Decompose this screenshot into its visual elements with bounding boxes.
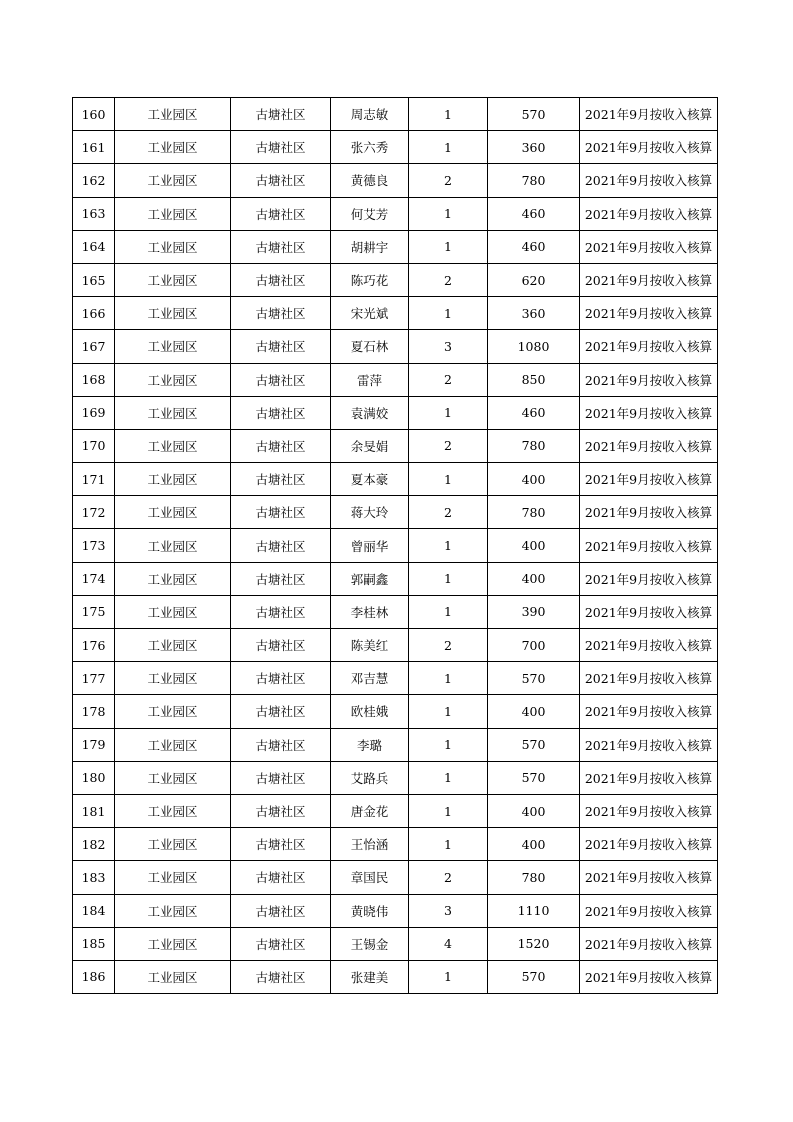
cell-district: 工业园区 bbox=[115, 230, 231, 263]
cell-district: 工业园区 bbox=[115, 629, 231, 662]
cell-district: 工业园区 bbox=[115, 297, 231, 330]
table-row bbox=[73, 629, 718, 662]
cell-household-size: 2 bbox=[409, 164, 488, 197]
cell-amount: 400 bbox=[488, 562, 580, 595]
cell-serial-number: 174 bbox=[73, 562, 115, 595]
cell-name: 王锡金 bbox=[331, 927, 409, 960]
cell-name: 黄德良 bbox=[331, 164, 409, 197]
cell-district: 工业园区 bbox=[115, 429, 231, 462]
cell-household-size: 2 bbox=[409, 496, 488, 529]
cell-note: 2021年9月按收入核算 bbox=[580, 695, 718, 728]
cell-amount: 780 bbox=[488, 861, 580, 894]
cell-note: 2021年9月按收入核算 bbox=[580, 396, 718, 429]
cell-household-size: 1 bbox=[409, 595, 488, 628]
cell-name: 黄晓伟 bbox=[331, 894, 409, 927]
cell-note: 2021年9月按收入核算 bbox=[580, 960, 718, 993]
cell-serial-number: 177 bbox=[73, 662, 115, 695]
cell-household-size: 1 bbox=[409, 197, 488, 230]
cell-name: 张六秀 bbox=[331, 131, 409, 164]
cell-note: 2021年9月按收入核算 bbox=[580, 297, 718, 330]
cell-district: 工业园区 bbox=[115, 396, 231, 429]
cell-community: 古塘社区 bbox=[231, 562, 331, 595]
cell-amount: 570 bbox=[488, 728, 580, 761]
cell-community: 古塘社区 bbox=[231, 230, 331, 263]
table-row bbox=[73, 496, 718, 529]
cell-amount: 360 bbox=[488, 297, 580, 330]
cell-serial-number: 181 bbox=[73, 794, 115, 827]
table-row bbox=[73, 828, 718, 861]
cell-community: 古塘社区 bbox=[231, 197, 331, 230]
cell-district: 工业园区 bbox=[115, 794, 231, 827]
cell-district: 工业园区 bbox=[115, 330, 231, 363]
table-row bbox=[73, 98, 718, 131]
table-row bbox=[73, 960, 718, 993]
cell-district: 工业园区 bbox=[115, 595, 231, 628]
cell-district: 工业园区 bbox=[115, 562, 231, 595]
cell-district: 工业园区 bbox=[115, 98, 231, 131]
table-row bbox=[73, 197, 718, 230]
cell-serial-number: 168 bbox=[73, 363, 115, 396]
cell-name: 夏石林 bbox=[331, 330, 409, 363]
cell-note: 2021年9月按收入核算 bbox=[580, 330, 718, 363]
cell-name: 宋光斌 bbox=[331, 297, 409, 330]
cell-name: 章国民 bbox=[331, 861, 409, 894]
table-body bbox=[73, 98, 718, 994]
cell-note: 2021年9月按收入核算 bbox=[580, 794, 718, 827]
cell-serial-number: 170 bbox=[73, 429, 115, 462]
cell-note: 2021年9月按收入核算 bbox=[580, 927, 718, 960]
table-row bbox=[73, 429, 718, 462]
cell-serial-number: 182 bbox=[73, 828, 115, 861]
table-row bbox=[73, 463, 718, 496]
table-row bbox=[73, 894, 718, 927]
cell-note: 2021年9月按收入核算 bbox=[580, 828, 718, 861]
cell-community: 古塘社区 bbox=[231, 794, 331, 827]
cell-name: 郭嗣鑫 bbox=[331, 562, 409, 595]
cell-community: 古塘社区 bbox=[231, 828, 331, 861]
cell-note: 2021年9月按收入核算 bbox=[580, 363, 718, 396]
cell-household-size: 1 bbox=[409, 728, 488, 761]
cell-note: 2021年9月按收入核算 bbox=[580, 164, 718, 197]
cell-note: 2021年9月按收入核算 bbox=[580, 629, 718, 662]
cell-serial-number: 164 bbox=[73, 230, 115, 263]
cell-amount: 1080 bbox=[488, 330, 580, 363]
cell-household-size: 2 bbox=[409, 629, 488, 662]
cell-note: 2021年9月按收入核算 bbox=[580, 861, 718, 894]
cell-household-size: 1 bbox=[409, 662, 488, 695]
cell-serial-number: 169 bbox=[73, 396, 115, 429]
cell-serial-number: 166 bbox=[73, 297, 115, 330]
cell-serial-number: 160 bbox=[73, 98, 115, 131]
cell-household-size: 1 bbox=[409, 463, 488, 496]
cell-amount: 400 bbox=[488, 529, 580, 562]
cell-community: 古塘社区 bbox=[231, 297, 331, 330]
table-row bbox=[73, 861, 718, 894]
cell-note: 2021年9月按收入核算 bbox=[580, 562, 718, 595]
cell-amount: 700 bbox=[488, 629, 580, 662]
cell-household-size: 1 bbox=[409, 297, 488, 330]
cell-household-size: 1 bbox=[409, 98, 488, 131]
cell-district: 工业园区 bbox=[115, 927, 231, 960]
cell-district: 工业园区 bbox=[115, 662, 231, 695]
cell-community: 古塘社区 bbox=[231, 894, 331, 927]
cell-name: 何艾芳 bbox=[331, 197, 409, 230]
cell-name: 袁满姣 bbox=[331, 396, 409, 429]
cell-note: 2021年9月按收入核算 bbox=[580, 894, 718, 927]
cell-household-size: 1 bbox=[409, 794, 488, 827]
cell-household-size: 1 bbox=[409, 695, 488, 728]
cell-district: 工业园区 bbox=[115, 728, 231, 761]
cell-note: 2021年9月按收入核算 bbox=[580, 230, 718, 263]
cell-community: 古塘社区 bbox=[231, 695, 331, 728]
cell-serial-number: 175 bbox=[73, 595, 115, 628]
cell-amount: 400 bbox=[488, 828, 580, 861]
cell-serial-number: 176 bbox=[73, 629, 115, 662]
cell-serial-number: 162 bbox=[73, 164, 115, 197]
cell-name: 陈美红 bbox=[331, 629, 409, 662]
cell-community: 古塘社区 bbox=[231, 98, 331, 131]
cell-community: 古塘社区 bbox=[231, 728, 331, 761]
table-row bbox=[73, 728, 718, 761]
cell-community: 古塘社区 bbox=[231, 330, 331, 363]
cell-district: 工业园区 bbox=[115, 363, 231, 396]
cell-community: 古塘社区 bbox=[231, 164, 331, 197]
cell-note: 2021年9月按收入核算 bbox=[580, 197, 718, 230]
cell-note: 2021年9月按收入核算 bbox=[580, 761, 718, 794]
cell-amount: 460 bbox=[488, 230, 580, 263]
cell-district: 工业园区 bbox=[115, 197, 231, 230]
cell-household-size: 2 bbox=[409, 363, 488, 396]
cell-amount: 780 bbox=[488, 496, 580, 529]
cell-note: 2021年9月按收入核算 bbox=[580, 728, 718, 761]
cell-name: 艾路兵 bbox=[331, 761, 409, 794]
cell-household-size: 1 bbox=[409, 960, 488, 993]
cell-name: 陈巧花 bbox=[331, 263, 409, 296]
cell-name: 蒋大玲 bbox=[331, 496, 409, 529]
cell-district: 工业园区 bbox=[115, 263, 231, 296]
cell-household-size: 1 bbox=[409, 396, 488, 429]
cell-name: 曾丽华 bbox=[331, 529, 409, 562]
cell-amount: 460 bbox=[488, 396, 580, 429]
cell-serial-number: 172 bbox=[73, 496, 115, 529]
cell-serial-number: 161 bbox=[73, 131, 115, 164]
table-row bbox=[73, 662, 718, 695]
cell-serial-number: 178 bbox=[73, 695, 115, 728]
cell-household-size: 1 bbox=[409, 230, 488, 263]
cell-name: 李桂林 bbox=[331, 595, 409, 628]
cell-community: 古塘社区 bbox=[231, 662, 331, 695]
cell-serial-number: 167 bbox=[73, 330, 115, 363]
cell-amount: 360 bbox=[488, 131, 580, 164]
cell-community: 古塘社区 bbox=[231, 761, 331, 794]
cell-amount: 570 bbox=[488, 662, 580, 695]
cell-serial-number: 184 bbox=[73, 894, 115, 927]
cell-community: 古塘社区 bbox=[231, 861, 331, 894]
cell-note: 2021年9月按收入核算 bbox=[580, 263, 718, 296]
cell-name: 张建美 bbox=[331, 960, 409, 993]
cell-amount: 400 bbox=[488, 695, 580, 728]
cell-amount: 400 bbox=[488, 463, 580, 496]
cell-household-size: 3 bbox=[409, 330, 488, 363]
cell-community: 古塘社区 bbox=[231, 595, 331, 628]
cell-community: 古塘社区 bbox=[231, 960, 331, 993]
cell-name: 唐金花 bbox=[331, 794, 409, 827]
cell-household-size: 4 bbox=[409, 927, 488, 960]
table-row bbox=[73, 263, 718, 296]
cell-amount: 780 bbox=[488, 429, 580, 462]
cell-amount: 390 bbox=[488, 595, 580, 628]
table-row bbox=[73, 164, 718, 197]
cell-community: 古塘社区 bbox=[231, 629, 331, 662]
table-row bbox=[73, 396, 718, 429]
cell-household-size: 1 bbox=[409, 562, 488, 595]
cell-note: 2021年9月按收入核算 bbox=[580, 98, 718, 131]
cell-district: 工业园区 bbox=[115, 894, 231, 927]
cell-serial-number: 180 bbox=[73, 761, 115, 794]
cell-household-size: 1 bbox=[409, 529, 488, 562]
cell-district: 工业园区 bbox=[115, 761, 231, 794]
allowance-table bbox=[72, 97, 718, 994]
cell-district: 工业园区 bbox=[115, 131, 231, 164]
cell-name: 周志敏 bbox=[331, 98, 409, 131]
cell-district: 工业园区 bbox=[115, 828, 231, 861]
cell-amount: 570 bbox=[488, 98, 580, 131]
cell-household-size: 3 bbox=[409, 894, 488, 927]
cell-note: 2021年9月按收入核算 bbox=[580, 463, 718, 496]
cell-serial-number: 183 bbox=[73, 861, 115, 894]
table-row bbox=[73, 595, 718, 628]
cell-name: 邓吉慧 bbox=[331, 662, 409, 695]
cell-name: 夏本豪 bbox=[331, 463, 409, 496]
cell-community: 古塘社区 bbox=[231, 529, 331, 562]
cell-household-size: 2 bbox=[409, 861, 488, 894]
cell-note: 2021年9月按收入核算 bbox=[580, 529, 718, 562]
cell-amount: 1110 bbox=[488, 894, 580, 927]
cell-name: 胡耕宇 bbox=[331, 230, 409, 263]
cell-district: 工业园区 bbox=[115, 463, 231, 496]
cell-amount: 780 bbox=[488, 164, 580, 197]
cell-district: 工业园区 bbox=[115, 861, 231, 894]
table-row bbox=[73, 131, 718, 164]
table-row bbox=[73, 761, 718, 794]
cell-community: 古塘社区 bbox=[231, 463, 331, 496]
cell-serial-number: 165 bbox=[73, 263, 115, 296]
cell-household-size: 1 bbox=[409, 761, 488, 794]
cell-household-size: 1 bbox=[409, 131, 488, 164]
table-row bbox=[73, 230, 718, 263]
table-row bbox=[73, 562, 718, 595]
cell-district: 工业园区 bbox=[115, 960, 231, 993]
cell-district: 工业园区 bbox=[115, 695, 231, 728]
table-row bbox=[73, 297, 718, 330]
cell-note: 2021年9月按收入核算 bbox=[580, 131, 718, 164]
cell-district: 工业园区 bbox=[115, 164, 231, 197]
cell-serial-number: 179 bbox=[73, 728, 115, 761]
cell-district: 工业园区 bbox=[115, 496, 231, 529]
table-row bbox=[73, 794, 718, 827]
cell-amount: 850 bbox=[488, 363, 580, 396]
cell-serial-number: 163 bbox=[73, 197, 115, 230]
cell-amount: 460 bbox=[488, 197, 580, 230]
cell-name: 欧桂娥 bbox=[331, 695, 409, 728]
cell-serial-number: 171 bbox=[73, 463, 115, 496]
cell-note: 2021年9月按收入核算 bbox=[580, 429, 718, 462]
table-row bbox=[73, 529, 718, 562]
cell-community: 古塘社区 bbox=[231, 131, 331, 164]
cell-amount: 1520 bbox=[488, 927, 580, 960]
cell-community: 古塘社区 bbox=[231, 396, 331, 429]
cell-community: 古塘社区 bbox=[231, 429, 331, 462]
cell-serial-number: 173 bbox=[73, 529, 115, 562]
cell-note: 2021年9月按收入核算 bbox=[580, 662, 718, 695]
table-row bbox=[73, 330, 718, 363]
cell-name: 李璐 bbox=[331, 728, 409, 761]
cell-amount: 620 bbox=[488, 263, 580, 296]
cell-district: 工业园区 bbox=[115, 529, 231, 562]
cell-community: 古塘社区 bbox=[231, 263, 331, 296]
table-row bbox=[73, 695, 718, 728]
cell-community: 古塘社区 bbox=[231, 496, 331, 529]
cell-community: 古塘社区 bbox=[231, 363, 331, 396]
cell-community: 古塘社区 bbox=[231, 927, 331, 960]
cell-household-size: 2 bbox=[409, 263, 488, 296]
cell-amount: 570 bbox=[488, 960, 580, 993]
cell-serial-number: 186 bbox=[73, 960, 115, 993]
table-row bbox=[73, 363, 718, 396]
cell-amount: 400 bbox=[488, 794, 580, 827]
cell-note: 2021年9月按收入核算 bbox=[580, 595, 718, 628]
cell-serial-number: 185 bbox=[73, 927, 115, 960]
cell-note: 2021年9月按收入核算 bbox=[580, 496, 718, 529]
cell-name: 余旻娟 bbox=[331, 429, 409, 462]
cell-household-size: 2 bbox=[409, 429, 488, 462]
table-row bbox=[73, 927, 718, 960]
cell-amount: 570 bbox=[488, 761, 580, 794]
cell-name: 王怡涵 bbox=[331, 828, 409, 861]
cell-household-size: 1 bbox=[409, 828, 488, 861]
cell-name: 雷萍 bbox=[331, 363, 409, 396]
